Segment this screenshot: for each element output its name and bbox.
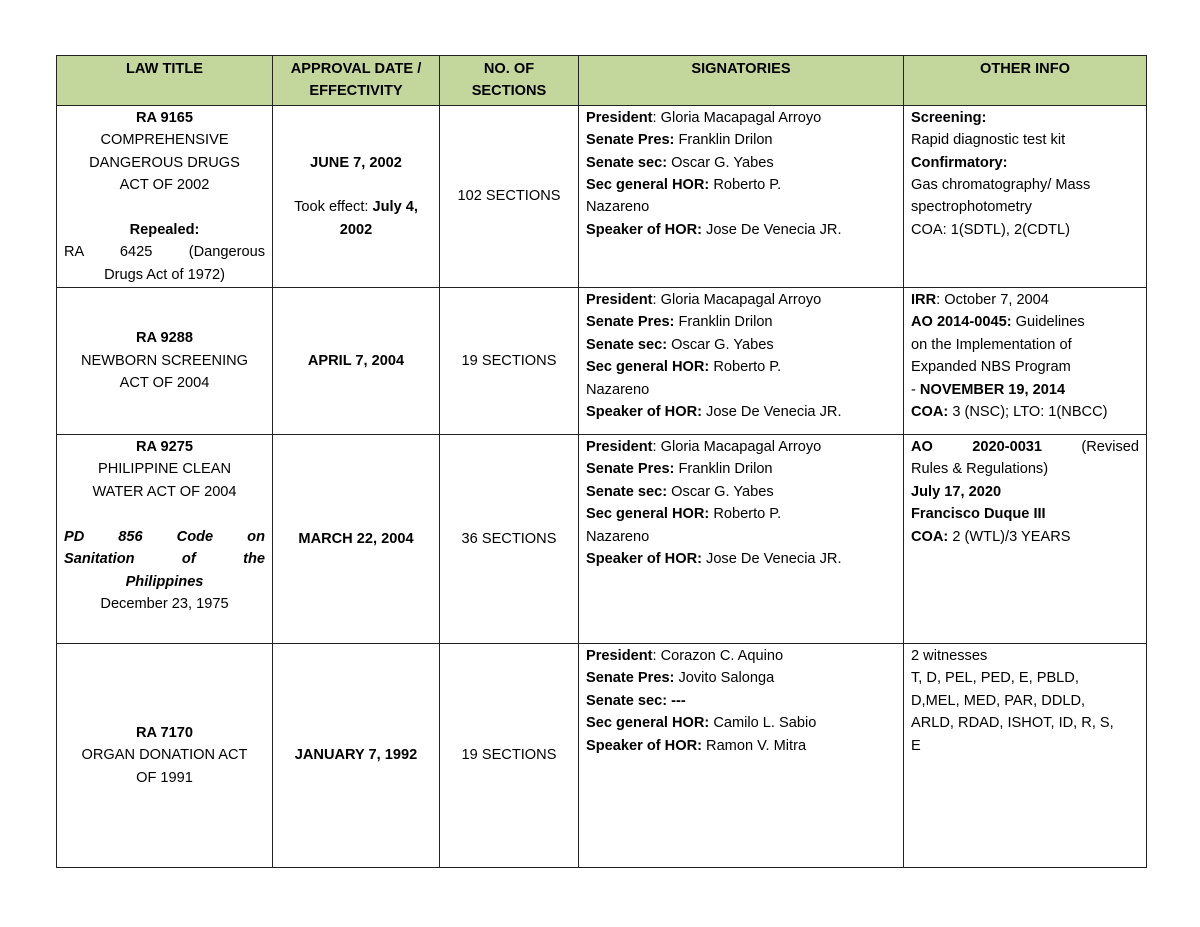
text-segment: : Gloria Macapagal Arroyo (652, 292, 822, 309)
signatories-cell (579, 644, 904, 868)
cell-line (64, 107, 265, 129)
cell-line (64, 481, 265, 503)
text-segment: COA: (911, 404, 949, 421)
text-segment: 2 witnesses (911, 648, 988, 665)
text-segment: Jovito Salonga (674, 670, 775, 687)
cell-line (64, 548, 265, 570)
law-row (57, 288, 1147, 435)
cell-line (64, 152, 265, 174)
text-segment: RA 7170 (135, 724, 194, 741)
cell-line (911, 401, 1139, 423)
signatories-cell (579, 105, 904, 287)
cell-line (64, 526, 265, 548)
text-segment: Rules & Regulations) (911, 461, 1049, 478)
text-segment: Nazareno (586, 528, 650, 545)
header-other-info: OTHER INFO (904, 56, 1147, 106)
text-segment: Nazareno (586, 381, 650, 398)
signatories-cell (579, 288, 904, 435)
cell-line (586, 503, 896, 525)
law-title-cell (57, 105, 273, 287)
sections-cell: 36 SECTIONS (440, 435, 579, 644)
text-segment: President (586, 109, 653, 126)
cell-line (586, 356, 896, 378)
cell-line (586, 712, 896, 734)
approval-date-cell (273, 644, 440, 868)
text-segment: - (911, 381, 920, 398)
text-segment: RA 6425 (Dangerous (64, 244, 265, 261)
cell-line (586, 334, 896, 356)
text-segment: Senate Pres: (586, 132, 675, 149)
cell-line (586, 548, 896, 570)
text-segment: Roberto P. (709, 177, 782, 194)
text-segment: Senate sec: --- (586, 692, 686, 709)
cell-line (64, 327, 265, 349)
cell-line (64, 264, 265, 286)
text-segment: Screening: (911, 109, 987, 126)
text-segment: Francisco Duque III (911, 506, 1046, 523)
text-segment: Repealed: (129, 221, 200, 238)
cell-line (64, 744, 265, 766)
cell-line (64, 503, 265, 525)
text-segment: (Revised (1042, 439, 1139, 456)
cell-line (64, 219, 265, 241)
approval-date-cell (273, 288, 440, 435)
cell-line (911, 196, 1139, 218)
cell-line (586, 458, 896, 480)
text-segment: RA 9165 (135, 109, 194, 126)
text-segment: WATER ACT OF 2004 (92, 483, 237, 500)
cell-line (280, 528, 432, 550)
cell-line (911, 379, 1139, 401)
cell-line (280, 152, 432, 174)
cell-line (911, 712, 1139, 734)
text-segment: : Gloria Macapagal Arroyo (652, 109, 822, 126)
text-segment: Franklin Drilon (674, 314, 773, 331)
cell-line (280, 219, 432, 241)
cell-line (64, 241, 265, 263)
cell-line (64, 571, 265, 593)
cell-line (911, 219, 1139, 241)
text-segment: 2002 (339, 221, 373, 238)
text-segment: AO 2014-0045: (911, 314, 1012, 331)
signatories-cell (579, 435, 904, 644)
cell-line (64, 174, 265, 196)
text-segment: Sanitation of the (64, 551, 265, 568)
text-segment: Jose De Venecia JR. (701, 221, 842, 238)
sections-cell: 19 SECTIONS (440, 288, 579, 435)
text-segment: Senate Pres: (586, 670, 675, 687)
text-segment: Sec general HOR: (586, 177, 710, 194)
cell-line (64, 722, 265, 744)
text-segment: COA: 1(SDTL), 2(CDTL) (911, 221, 1070, 238)
text-segment: Senate sec: (586, 483, 668, 500)
approval-date-cell (273, 435, 440, 644)
sections-cell: 19 SECTIONS (440, 644, 579, 868)
text-segment: ORGAN DONATION ACT (81, 747, 248, 764)
cell-line (911, 289, 1139, 311)
cell-line (280, 196, 432, 218)
cell-line (586, 436, 896, 458)
cell-line (586, 152, 896, 174)
text-segment: Camilo L. Sabio (709, 715, 817, 732)
cell-line (911, 481, 1139, 503)
law-row (57, 105, 1147, 287)
text-segment: Confirmatory: (911, 154, 1008, 171)
text-segment: COA: (911, 528, 949, 545)
other-info-cell (904, 105, 1147, 287)
text-segment: : Corazon C. Aquino (652, 648, 784, 665)
law-title-cell (57, 644, 273, 868)
cell-line (586, 735, 896, 757)
cell-line (64, 593, 265, 615)
text-segment: Franklin Drilon (674, 461, 773, 478)
cell-line (586, 107, 896, 129)
cell-line (64, 350, 265, 372)
cell-line (64, 436, 265, 458)
header-law-title: LAW TITLE (57, 56, 273, 106)
text-segment: President (586, 292, 653, 309)
text-segment: Oscar G. Yabes (667, 483, 774, 500)
text-segment: Roberto P. (709, 506, 782, 523)
cell-line (586, 401, 896, 423)
cell-line (586, 219, 896, 241)
text-segment: Sec general HOR: (586, 359, 710, 376)
text-segment: MARCH 22, 2004 (298, 530, 414, 547)
cell-line (64, 372, 265, 394)
text-segment: 3 (NSC); LTO: 1(NBCC) (948, 404, 1108, 421)
cell-line (586, 645, 896, 667)
text-segment: spectrophotometry (911, 199, 1032, 216)
header-sections: NO. OF SECTIONS (440, 56, 579, 106)
text-segment: Senate sec: (586, 336, 668, 353)
text-segment: Oscar G. Yabes (667, 336, 774, 353)
text-segment: Philippines (125, 573, 204, 590)
text-segment: JANUARY 7, 1992 (294, 747, 418, 764)
law-row (57, 644, 1147, 868)
cell-line (280, 174, 432, 196)
text-segment: ARLD, RDAD, ISHOT, ID, R, S, (911, 715, 1114, 732)
other-info-cell (904, 644, 1147, 868)
sections-cell: 102 SECTIONS (440, 105, 579, 287)
text-segment: NEWBORN SCREENING (80, 352, 249, 369)
other-info-cell (904, 435, 1147, 644)
text-segment: Nazareno (586, 199, 650, 216)
cell-line (911, 458, 1139, 480)
text-segment: Senate sec: (586, 154, 668, 171)
text-segment: Rapid diagnostic test kit (911, 132, 1066, 149)
text-segment: E (911, 737, 921, 754)
cell-line (911, 356, 1139, 378)
text-segment: ACT OF 2002 (119, 177, 210, 194)
cell-line (911, 690, 1139, 712)
text-segment: PHILIPPINE CLEAN (97, 461, 231, 478)
header-approval-date: APPROVAL DATE / EFFECTIVITY (273, 56, 440, 106)
text-segment: Senate Pres: (586, 314, 675, 331)
text-segment: on the Implementation of (911, 336, 1072, 353)
law-title-cell (57, 435, 273, 644)
cell-line (911, 667, 1139, 689)
text-segment: Gas chromatography/ Mass (911, 177, 1091, 194)
approval-date-cell (273, 105, 440, 287)
text-segment: Speaker of HOR: (586, 551, 702, 568)
text-segment: COMPREHENSIVE (100, 132, 229, 149)
cell-line (586, 481, 896, 503)
text-segment: Speaker of HOR: (586, 737, 702, 754)
text-segment: President (586, 439, 653, 456)
text-segment: Ramon V. Mitra (701, 737, 807, 754)
text-segment: : Gloria Macapagal Arroyo (652, 439, 822, 456)
header-row (57, 56, 1147, 106)
text-segment: Sec general HOR: (586, 506, 710, 523)
text-segment: Roberto P. (709, 359, 782, 376)
text-segment: President (586, 648, 653, 665)
cell-line (586, 667, 896, 689)
text-segment: Franklin Drilon (674, 132, 773, 149)
cell-line (911, 645, 1139, 667)
cell-line (911, 334, 1139, 356)
text-segment: D,MEL, MED, PAR, DDLD, (911, 692, 1086, 709)
text-segment: Jose De Venecia JR. (701, 551, 842, 568)
text-segment: IRR (911, 292, 937, 309)
text-segment: NOVEMBER 19, 2014 (919, 381, 1066, 398)
text-segment: DANGEROUS DRUGS (89, 154, 240, 171)
text-segment: Jose De Venecia JR. (701, 404, 842, 421)
text-segment: Expanded NBS Program (911, 359, 1071, 376)
laws-table (56, 55, 1147, 868)
cell-line (64, 767, 265, 789)
text-segment: : October 7, 2004 (936, 292, 1049, 309)
cell-line (586, 289, 896, 311)
cell-line (911, 311, 1139, 333)
cell-line (911, 174, 1139, 196)
text-segment: JUNE 7, 2002 (310, 154, 402, 171)
cell-line (586, 129, 896, 151)
cell-line (64, 458, 265, 480)
text-segment: Oscar G. Yabes (667, 154, 774, 171)
text-segment: PD 856 Code on (64, 528, 265, 545)
cell-line (911, 526, 1139, 548)
text-segment: Took effect: (294, 199, 373, 216)
cell-line (911, 503, 1139, 525)
cell-line (586, 174, 896, 196)
cell-line (586, 196, 896, 218)
text-segment: AO 2020-0031 (911, 439, 1043, 456)
text-segment: July 4, (372, 199, 418, 216)
cell-line (586, 526, 896, 548)
text-segment: Speaker of HOR: (586, 404, 702, 421)
text-segment: Senate Pres: (586, 461, 675, 478)
text-segment: RA 9275 (135, 439, 194, 456)
text-segment: ACT OF 2004 (119, 375, 210, 392)
law-title-cell (57, 288, 273, 435)
text-segment: Guidelines (1011, 314, 1085, 331)
cell-line (586, 311, 896, 333)
text-segment: T, D, PEL, PED, E, PBLD, (911, 670, 1079, 687)
cell-line (911, 735, 1139, 757)
text-segment: Sec general HOR: (586, 715, 710, 732)
cell-line (280, 350, 432, 372)
cell-line (586, 690, 896, 712)
text-segment: Drugs Act of 1972) (104, 266, 225, 283)
text-segment: OF 1991 (136, 769, 193, 786)
cell-line (911, 129, 1139, 151)
other-info-cell (904, 288, 1147, 435)
text-segment: RA 9288 (135, 330, 194, 347)
cell-line (64, 129, 265, 151)
cell-line (911, 152, 1139, 174)
text-segment: 2 (WTL)/3 YEARS (948, 528, 1071, 545)
cell-line (911, 107, 1139, 129)
cell-line (64, 196, 265, 218)
text-segment: July 17, 2020 (911, 483, 1002, 500)
header-signatories: SIGNATORIES (579, 56, 904, 106)
cell-line (586, 379, 896, 401)
cell-line (280, 744, 432, 766)
text-segment: APRIL 7, 2004 (307, 352, 405, 369)
law-row (57, 435, 1147, 644)
cell-line (911, 436, 1139, 458)
text-segment: December 23, 1975 (100, 595, 229, 612)
text-segment: Speaker of HOR: (586, 221, 702, 238)
